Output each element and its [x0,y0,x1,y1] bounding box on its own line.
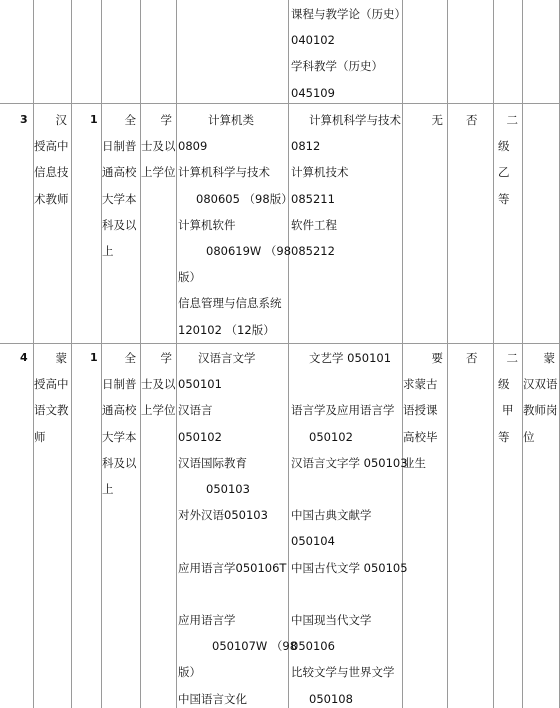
major-undergrad-line: 汉语国际教育 [178,455,247,470]
major-undergrad-line: 版） [178,665,201,680]
education-line: 上 [102,482,114,496]
dept-line: 师 [34,429,46,444]
major-undergrad-line: 050101 [178,377,222,392]
level-line: 甲 [502,403,514,418]
level-line: 级 [498,139,510,154]
requirement-line: 业生 [403,455,426,470]
major-undergrad-line: 信息管理与信息系统 [178,296,282,311]
remark-line: 教师岗 [523,403,558,418]
level-line: 等 [498,191,510,206]
remark-line: 蒙 [543,351,555,365]
seq-number: 3 [20,113,28,126]
major-grad-line: 计算机科学与技术 [309,113,401,127]
grid-line [176,0,177,708]
remark-line: 位 [523,429,535,444]
major-grad-line: 文艺学 050101 [309,351,392,365]
major-grad-line: 0812 [291,139,321,154]
major-undergrad-line: 080619W （98 [206,244,292,258]
grid-line [522,0,523,708]
major-undergrad-line: 中国语言文化 [178,691,247,706]
education-line: 通高校 [102,165,137,180]
dept-line: 授高中 [34,139,69,154]
education-line: 上 [102,244,114,258]
dept-line: 授高中 [34,377,69,392]
education-line: 全 [124,113,136,127]
major-undergrad-line: 汉语言文学 [198,351,256,365]
count: 1 [90,351,98,364]
degree-line: 学 [160,351,172,365]
major-grad-line: 中国现当代文学 [291,613,372,627]
education-line: 科及以 [102,455,137,470]
requirement-line: 无 [431,113,443,127]
major-grad-line: 汉语言文字学 050103 [291,455,408,470]
major-grad-line: 中国古代文学 050105 [291,560,408,575]
major-undergrad-line: 版） [178,270,201,285]
major-grad-line: 语言学及应用语言学 [291,403,395,418]
grid-line [288,0,289,708]
major-undergrad-line: 计算机类 [208,113,254,127]
dept-line: 术教师 [34,191,69,206]
major-grad-line: 计算机技术 [291,165,349,180]
requirement-line: 求蒙古 [403,377,438,392]
degree-line: 学 [160,113,172,127]
education-line: 大学本 [102,191,137,206]
dept-line: 语文教 [34,403,69,418]
row-divider [0,103,560,104]
requirement-line: 要 [431,351,443,365]
other-value: 否 [466,351,478,365]
grid-line [447,0,448,708]
major-undergrad-line: 对外汉语050103 [178,508,268,523]
major-undergrad-line: 汉语言 [178,403,213,418]
degree-line: 士及以 [141,139,176,154]
education-line: 大学本 [102,429,137,444]
level-line: 二 [506,113,518,127]
dept-line: 信息技 [34,165,69,180]
count: 1 [90,113,98,126]
grid-line [71,0,72,708]
grid-line [33,0,34,708]
degree-line: 士及以 [141,377,176,392]
education-line: 全 [124,351,136,365]
grid-line [140,0,141,708]
major-undergrad-line: 应用语言学050106T [178,560,287,575]
major-undergrad-line: 0809 [178,139,208,154]
major-undergrad-line: 120102 （12版） [178,322,275,337]
requirement-line: 语授课 [403,403,438,418]
grid-line [101,0,102,708]
remark-line: 汉双语 [523,377,558,392]
dept-line: 汉 [55,113,67,127]
major-grad-line: 中国古典文献学 [291,508,372,523]
major-grad-line: 050102 [309,429,353,444]
major-undergrad-line: 计算机软件 [178,217,236,232]
major-grad-line: 050108 [309,691,353,706]
level-line: 级 [498,377,510,392]
major-grad-line: 050106 [291,639,335,654]
education-line: 通高校 [102,403,137,418]
major-grad-line: 比较文学与世界文学 [291,665,395,680]
major-grad-line: 课程与教学论（历史） [291,7,406,21]
major-undergrad-line: 050103 [206,482,250,496]
other-value: 否 [466,113,478,127]
degree-line: 上学位 [141,403,176,418]
grid-line [402,0,403,708]
major-grad-line: 软件工程 [291,217,337,232]
level-line: 乙 [498,165,510,180]
education-line: 日制普 [102,377,137,392]
major-grad-line: 045109 [291,85,335,100]
level-line: 等 [498,429,510,444]
major-grad-line: 040102 [291,33,335,48]
degree-line: 上学位 [141,165,176,180]
major-undergrad-line: 应用语言学 [178,613,236,627]
dept-line: 蒙 [55,351,67,365]
major-undergrad-line: 080605 （98版） [196,191,293,206]
education-line: 科及以 [102,217,137,232]
level-line: 二 [506,351,518,365]
seq-number: 4 [20,351,28,364]
major-grad-line: 学科教学（历史） [291,59,383,74]
grid-line [493,0,494,708]
major-undergrad-line: 050107W （98 [212,639,298,654]
requirement-line: 高校毕 [403,429,438,444]
major-undergrad-line: 计算机科学与技术 [178,165,270,180]
major-grad-line: 085211 [291,191,335,206]
major-grad-line: 050104 [291,534,335,549]
major-grad-line: 085212 [291,244,335,258]
major-undergrad-line: 050102 [178,429,222,444]
education-line: 日制普 [102,139,137,154]
row-divider [0,343,560,344]
